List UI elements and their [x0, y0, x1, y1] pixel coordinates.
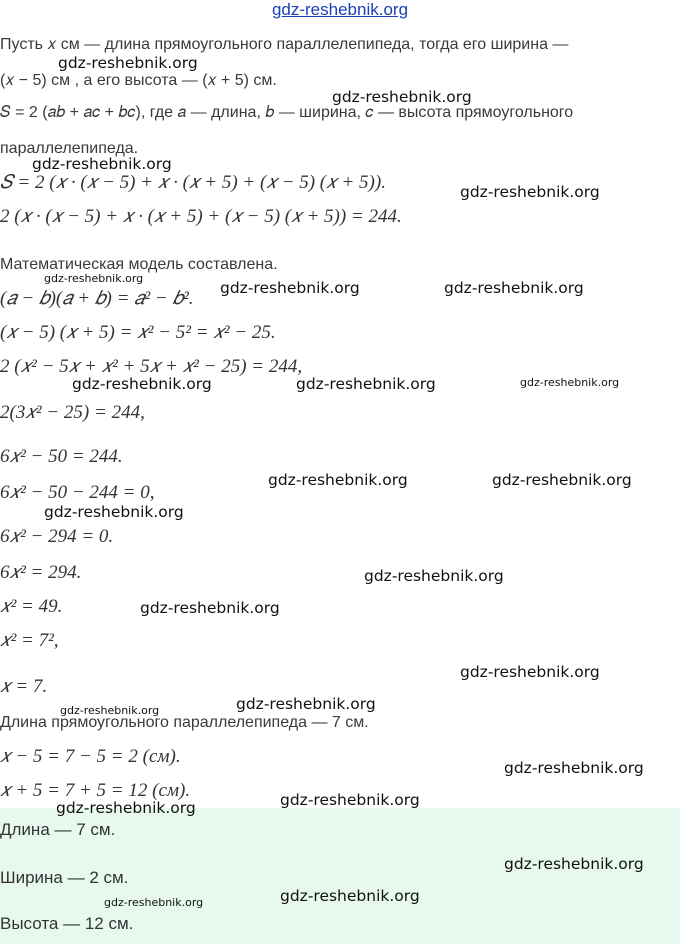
watermark: gdz-reshebnik.org: [520, 376, 620, 389]
watermark: gdz-reshebnik.org: [32, 155, 172, 173]
watermark: gdz-reshebnik.org: [44, 503, 184, 521]
equation-line: 𝑆 = 2 (𝑥 · (𝑥 − 5) + 𝑥 · (𝑥 + 5) + (𝑥 − 5) (𝑥 + 5)).: [0, 172, 386, 193]
watermark: gdz-reshebnik.org: [58, 54, 198, 72]
watermark: gdz-reshebnik.org: [56, 799, 196, 817]
watermark: gdz-reshebnik.org: [72, 375, 212, 393]
equation-line: (𝑎 − 𝑏)(𝑎 + 𝑏) = 𝑎² − 𝑏².: [0, 288, 194, 309]
answer-width: Ширина — 2 см.: [0, 868, 129, 887]
watermark: gdz-reshebnik.org: [60, 704, 160, 717]
text-line: 𝑆 = 2 (𝑎𝑏 + 𝑎𝑐 + 𝑏𝑐), где 𝑎 — длина, 𝑏 — ширина, 𝑐 — высота прямоугольного: [0, 104, 574, 121]
answer-length: Длина — 7 см.: [0, 820, 116, 839]
equation-line: 𝑥² = 49.: [0, 596, 63, 617]
site-header-link[interactable]: gdz-reshebnik.org: [271, 0, 409, 19]
equation-line: 6𝑥² − 294 = 0.: [0, 526, 114, 547]
equation-line: 𝑥 + 5 = 7 + 5 = 12 (см).: [0, 780, 191, 801]
watermark: gdz-reshebnik.org: [280, 887, 420, 905]
equation-line: 𝑥 = 7.: [0, 676, 48, 697]
equation-line: 6𝑥² = 294.: [0, 562, 82, 583]
watermark: gdz-reshebnik.org: [44, 272, 144, 285]
watermark: gdz-reshebnik.org: [504, 855, 644, 873]
watermark: gdz-reshebnik.org: [332, 88, 472, 106]
text-line: параллелепипеда.: [0, 140, 139, 157]
text-line: (𝑥 − 5) см , а его высота — (𝑥 + 5) см.: [0, 72, 277, 89]
equation-line: 2 (𝑥 · (𝑥 − 5) + 𝑥 · (𝑥 + 5) + (𝑥 − 5) (𝑥 + 5)) = 244.: [0, 206, 402, 227]
watermark: gdz-reshebnik.org: [296, 375, 436, 393]
equation-line: 2 (𝑥² − 5𝑥 + 𝑥² + 5𝑥 + 𝑥² − 25) = 244,: [0, 356, 303, 377]
watermark: gdz-reshebnik.org: [504, 759, 644, 777]
watermark: gdz-reshebnik.org: [364, 567, 504, 585]
text-line: Длина прямоугольного параллелепипеда — 7 см.: [0, 714, 369, 731]
equation-line: 6𝑥² − 50 − 244 = 0,: [0, 482, 155, 503]
watermark: gdz-reshebnik.org: [140, 599, 280, 617]
watermark: gdz-reshebnik.org: [460, 663, 600, 681]
watermark: gdz-reshebnik.org: [280, 791, 420, 809]
watermark: gdz-reshebnik.org: [268, 471, 408, 489]
text-line: Пусть 𝑥 см — длина прямоугольного параллелепипеда, тогда его ширина —: [0, 36, 569, 53]
equation-line: (𝑥 − 5) (𝑥 + 5) = 𝑥² − 5² = 𝑥² − 25.: [0, 322, 276, 343]
watermark: gdz-reshebnik.org: [104, 896, 204, 909]
watermark: gdz-reshebnik.org: [444, 279, 584, 297]
equation-line: 𝑥² = 7²,: [0, 630, 59, 651]
text-line: Математическая модель составлена.: [0, 256, 278, 273]
answer-height: Высота — 12 см.: [0, 914, 134, 933]
equation-line: 6𝑥² − 50 = 244.: [0, 446, 123, 467]
watermark: gdz-reshebnik.org: [220, 279, 360, 297]
watermark: gdz-reshebnik.org: [236, 695, 376, 713]
watermark: gdz-reshebnik.org: [460, 183, 600, 201]
watermark: gdz-reshebnik.org: [492, 471, 632, 489]
answer-box: [0, 808, 680, 944]
equation-line: 𝑥 − 5 = 7 − 5 = 2 (см).: [0, 746, 181, 767]
equation-line: 2(3𝑥² − 25) = 244,: [0, 402, 145, 423]
